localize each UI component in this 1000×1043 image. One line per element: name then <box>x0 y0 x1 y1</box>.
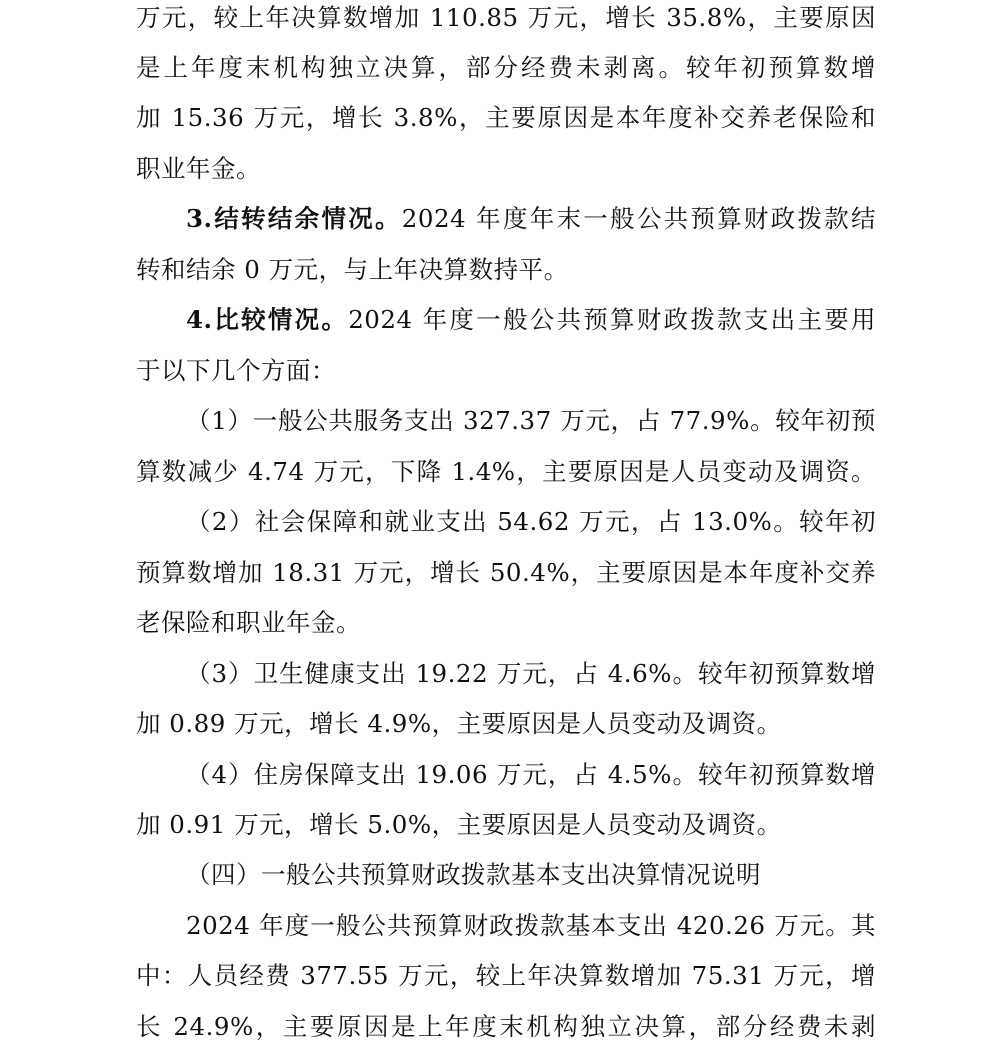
section-heading-text: 2024 年度年末一般公共预算财政拨款结 <box>401 204 876 233</box>
paragraph-line: 长 24.9%，主要原因是上年度末机构独立决算，部分经费未剥 <box>136 1012 876 1041</box>
paragraph-line: 中：人员经费 377.55 万元，较上年决算数增加 75.31 万元，增 <box>136 961 876 990</box>
paragraph-line: 加 15.36 万元，增长 3.8%，主要原因是本年度补交养老保险和 <box>136 103 876 132</box>
paragraph-line: 万元，较上年决算数增加 110.85 万元，增长 35.8%，主要原因 <box>136 3 876 32</box>
list-item-line: （3）卫生健康支出 19.22 万元，占 4.6%。较年初预算数增 <box>186 659 876 688</box>
paragraph-line: 于以下几个方面： <box>136 356 336 385</box>
section-heading-line <box>186 202 876 236</box>
section-heading-bold: 4.比较情况。 <box>186 305 349 334</box>
paragraph-line: 预算数增加 18.31 万元，增长 50.4%，主要原因是本年度补交养 <box>136 558 876 587</box>
paragraph-line: 是上年度末机构独立决算，部分经费未剥离。较年初预算数增 <box>136 53 876 82</box>
section-heading-text: 2024 年度一般公共预算财政拨款支出主要用 <box>348 305 876 334</box>
paragraph-line: 加 0.91 万元，增长 5.0%，主要原因是人员变动及调资。 <box>136 810 782 839</box>
paragraph-line: 职业年金。 <box>136 154 261 183</box>
paragraph-line: 加 0.89 万元，增长 4.9%，主要原因是人员变动及调资。 <box>136 709 782 738</box>
list-item-line: （4）住房保障支出 19.06 万元，占 4.5%。较年初预算数增 <box>186 760 876 789</box>
paragraph-line: 老保险和职业年金。 <box>136 608 361 637</box>
section-heading-line <box>186 303 876 337</box>
section-heading-bold: 3.结转结余情况。 <box>186 204 402 233</box>
list-item-line: （2）社会保障和就业支出 54.62 万元，占 13.0%。较年初 <box>186 507 876 536</box>
paragraph-line: 2024 年度一般公共预算财政拨款基本支出 420.26 万元。其 <box>186 911 876 940</box>
list-item-line: （1）一般公共服务支出 327.37 万元，占 77.9%。较年初预 <box>186 406 876 435</box>
paragraph-line: 算数减少 4.74 万元，下降 1.4%，主要原因是人员变动及调资。 <box>136 457 876 486</box>
subsection-heading: （四）一般公共预算财政拨款基本支出决算情况说明 <box>186 860 761 889</box>
paragraph-line: 转和结余 0 万元，与上年决算数持平。 <box>136 255 569 284</box>
